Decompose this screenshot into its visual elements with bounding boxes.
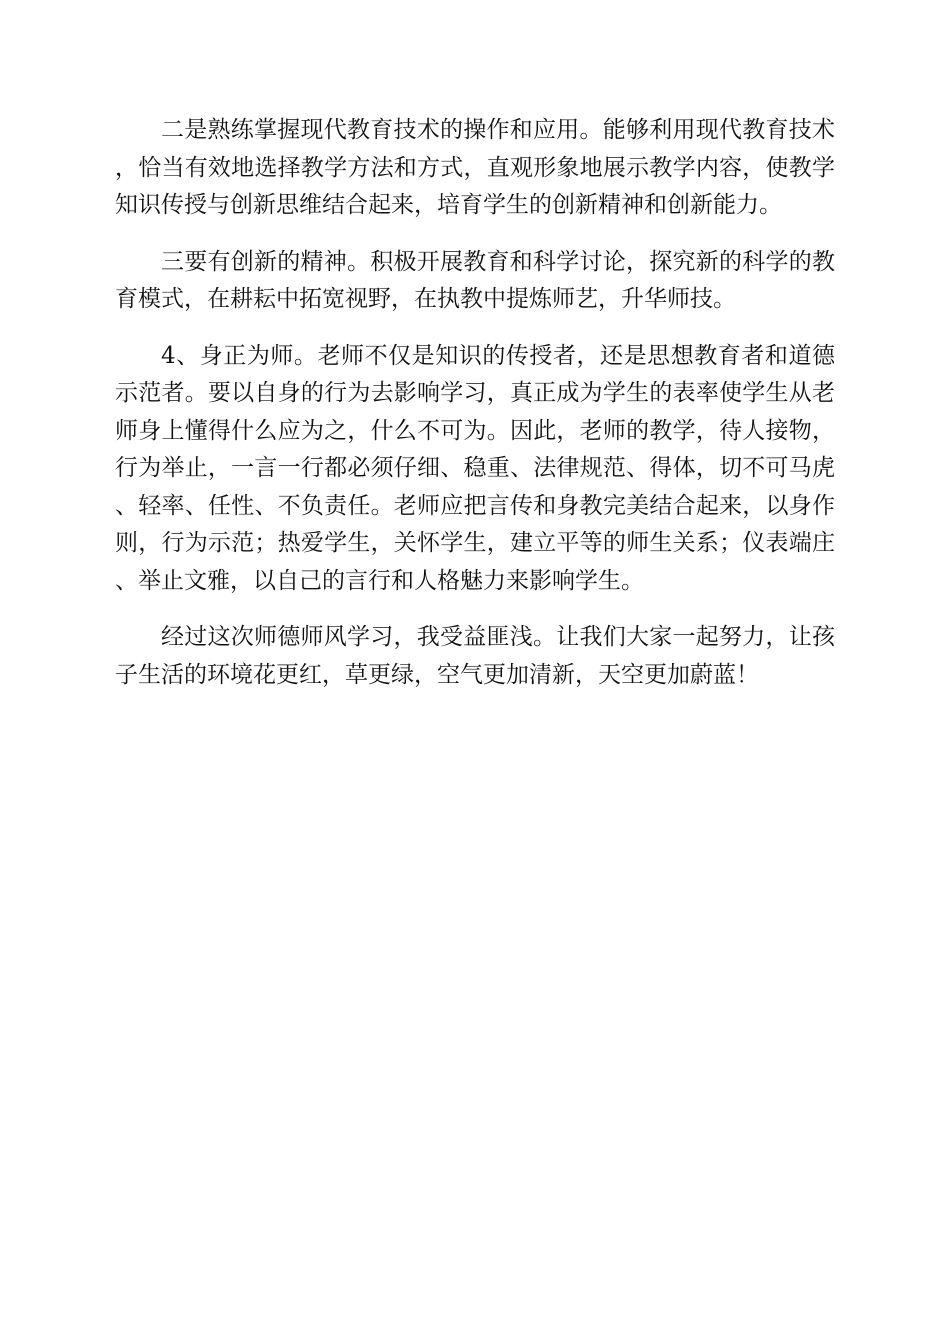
paragraph-conclusion: 经过这次师德师风学习，我受益匪浅。让我们大家一起努力，让孩子生活的环境花更红，草更绿，空气更加清新，天空更加蔚蓝！ bbox=[115, 624, 835, 688]
document-body bbox=[115, 112, 835, 713]
paragraph-technology: 二是熟练掌握现代教育技术的操作和应用。能够利用现代教育技术，恰当有效地选择教学方法和方式，直观形象地展示教学内容，使教学知识传授与创新思维结合起来，培育学生的创新精神和创新能力。 bbox=[115, 117, 835, 218]
paragraph-role-model: 4、身正为师。老师不仅是知识的传授者，还是思想教育者和道德示范者。要以自身的行为去影响学习，真正成为学生的表率使学生从老师身上懂得什么应为之，什么不可为。因此，老师的教学，待人接物，行为举止，一言一行都必须仔细、稳重、法律规范、得体，切不可马虎、轻率、任性、不负责任。老师应把言传和身教完美结合起来，以身作则，行为示范；热爱学生，关怀学生，建立平等的师生关系；仪表端庄、举止文雅，以自己的言行和人格魅力来影响学生。 bbox=[115, 342, 835, 594]
paragraph-innovation: 三要有创新的精神。积极开展教育和科学讨论，探究新的科学的教育模式，在耕耘中拓宽视野，在执教中提炼师艺，升华师技。 bbox=[115, 248, 835, 312]
